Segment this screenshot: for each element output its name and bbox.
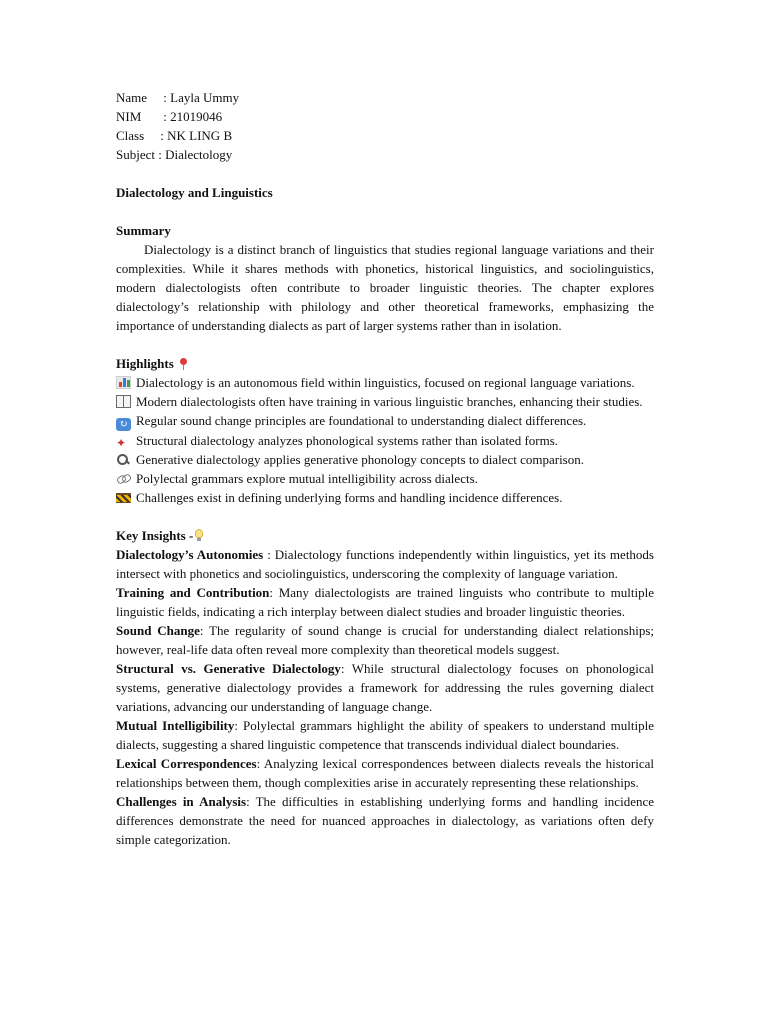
highlight-text: Dialectology is an autonomous field within linguistics, focused on regional language variations. [136, 375, 635, 390]
insight-term: Structural vs. Generative Dialectology [116, 661, 341, 676]
highlight-item [116, 450, 654, 469]
pushpin-icon: ✦ [116, 436, 127, 450]
highlight-item [116, 373, 654, 392]
meta-subject-key: Subject [116, 147, 155, 162]
light-bulb-icon [194, 529, 204, 542]
highlight-item [116, 431, 654, 450]
highlight-text: Polylectal grammars explore mutual intelligibility across dialects. [136, 471, 478, 486]
repeat-icon: ↻ [116, 418, 131, 431]
highlight-item [116, 469, 654, 488]
insight-term: Sound Change [116, 623, 200, 638]
insight-term: Dialectology’s Autonomies [116, 547, 264, 562]
spacer [116, 335, 654, 354]
construction-icon [116, 493, 131, 503]
highlight-item [116, 411, 654, 431]
insight-item [116, 621, 654, 659]
insight-text: : Polylectal grammars highlight the ability of speakers to understand multiple dialects, suggesting a shared linguistic competence that transcends individual dialect boundaries. [116, 718, 655, 752]
insights-heading-row [116, 526, 654, 545]
link-icon [116, 472, 131, 485]
meta-class-row [116, 126, 654, 145]
meta-name-value: Layla Ummy [170, 90, 240, 105]
highlight-text: Modern dialectologists often have training in various linguistic branches, enhancing their studies. [136, 394, 643, 409]
meta-nim-row [116, 107, 654, 126]
insights-heading: Key Insights - [116, 528, 194, 543]
insight-text: : Analyzing lexical correspondences between dialects reveals the historical relationships between them, though complexities arise in accurately representing these relationships. [116, 756, 654, 790]
spacer [116, 507, 654, 526]
bar-chart-icon [116, 376, 131, 389]
highlight-item [116, 392, 654, 411]
meta-class-separator: : [157, 128, 168, 143]
highlight-text: Structural dialectology analyzes phonological systems rather than isolated forms. [136, 433, 559, 448]
summary-paragraph: Dialectology is a distinct branch of linguistics that studies regional language variations and their complexities. While it shares methods with phonetics, historical linguistics, and sociolinguistics, modern dialectologists often contribute to broader linguistic theories. The chapter explores dialectology’s relationship with philology and other theoretical frameworks, emphasizing the importance of understanding dialects as part of larger systems rather than in isolation. [116, 242, 654, 333]
highlights-heading-row [116, 354, 654, 373]
highlight-text: Challenges exist in defining underlying forms and handling incidence differences. [136, 490, 563, 505]
insight-item [116, 659, 654, 716]
meta-subject-row [116, 145, 654, 164]
insight-item [116, 792, 654, 849]
meta-subject-separator: : [155, 147, 166, 162]
meta-class-key: Class [116, 128, 145, 143]
insight-term: Mutual Intelligibility [116, 718, 235, 733]
insight-item [116, 754, 654, 792]
meta-nim-key: NIM [116, 109, 142, 124]
spacer [116, 202, 654, 221]
highlight-item [116, 488, 654, 507]
insight-item [116, 716, 654, 754]
meta-name-key: Name [116, 90, 148, 105]
insight-text: : Many dialectologists are trained linguists who contribute to multiple linguistic fields, indicating a rich interplay between dialect studies and broader linguistic theories. [116, 585, 654, 619]
summary-heading: Summary [116, 223, 171, 238]
round-pushpin-icon [178, 357, 188, 370]
highlights-heading: Highlights [116, 356, 174, 371]
insight-text: : The difficulties in establishing underlying forms and handling incidence differences demonstrate the need for nuanced approaches in dialectology, as variations often defy simple categorization. [116, 794, 654, 847]
open-book-icon [116, 395, 131, 408]
meta-name-row [116, 88, 654, 107]
insight-text: : While structural dialectology focuses on phonological systems, generative dialectology provides a framework for addressing the rules governing dialect variations, advancing our understanding of language change. [116, 661, 654, 714]
meta-subject-value: Dialectology [165, 147, 233, 162]
highlight-text: Generative dialectology applies generative phonology concepts to dialect comparison. [136, 452, 584, 467]
magnifier-icon [116, 453, 131, 466]
insight-text: : The regularity of sound change is crucial for understanding dialect relationships; however, real-life data often reveal more complexity than theoretical models suggest. [116, 623, 654, 657]
highlight-text: Regular sound change principles are foundational to understanding dialect differences. [136, 413, 587, 428]
insight-term: Training and Contribution [116, 585, 270, 600]
meta-nim-value: 21019046 [170, 109, 223, 124]
insight-term: Challenges in Analysis [116, 794, 247, 809]
insight-item [116, 545, 654, 583]
insight-term: Lexical Correspondences [116, 756, 257, 771]
insight-text: : Dialectology functions independently within linguistics, yet its methods intersect with phonetics and sociolinguistics, underscoring the complexity of language variation. [116, 547, 654, 581]
spacer [116, 164, 654, 183]
meta-class-value: NK LING B [167, 128, 233, 143]
meta-nim-separator: : [160, 109, 171, 124]
insight-item [116, 583, 654, 621]
document-title: Dialectology and Linguistics [116, 185, 273, 200]
meta-name-separator: : [160, 90, 171, 105]
